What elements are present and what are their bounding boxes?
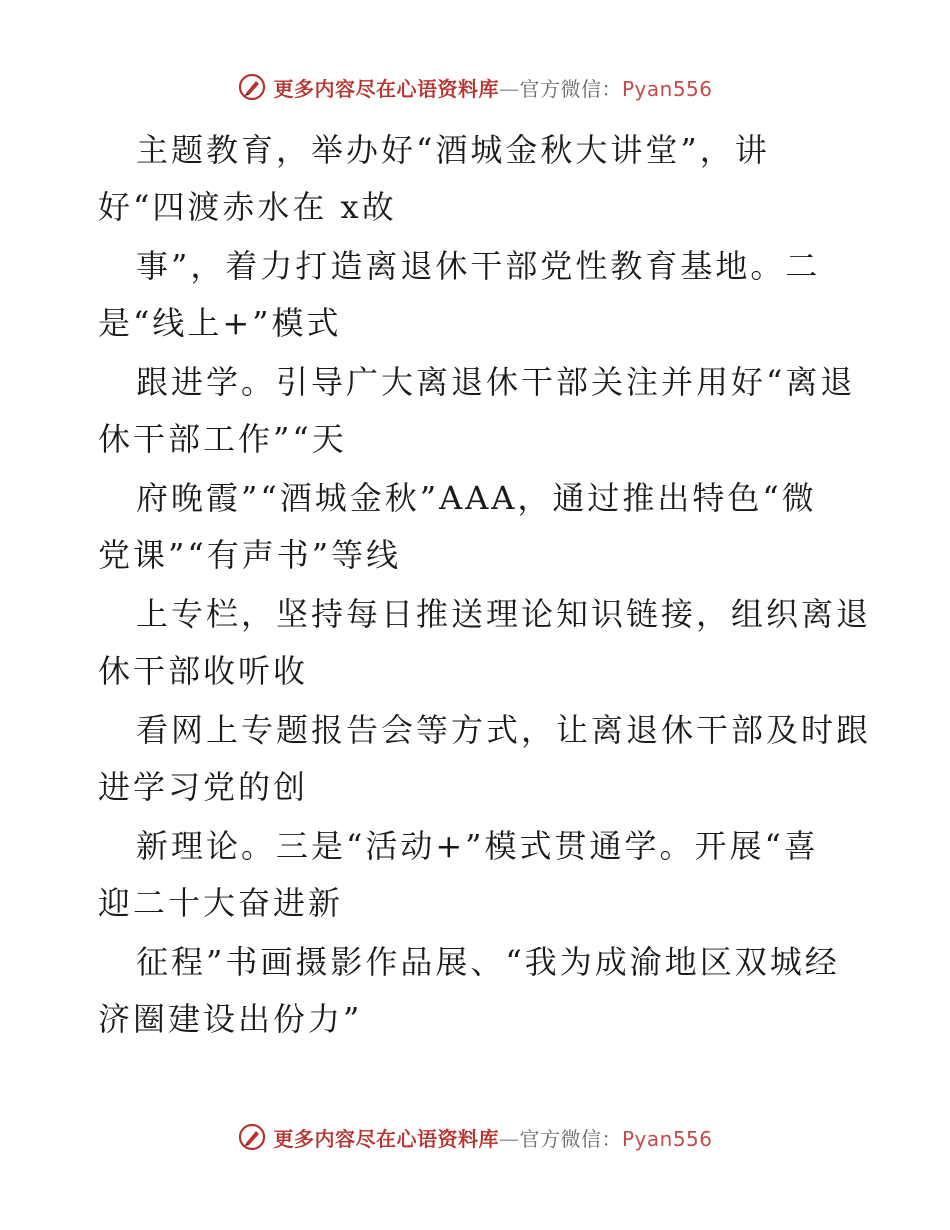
text-line-16: 济圈建设出份力” bbox=[98, 1000, 363, 1038]
text-line-15: 征程”书画摄影作品展、“我为成渝地区双城经 bbox=[136, 943, 840, 981]
watermark-wechat-id: Pyan556 bbox=[621, 76, 713, 101]
watermark-brand: 更多内容尽在心语资料库 bbox=[273, 1126, 499, 1151]
footer-watermark bbox=[0, 1122, 950, 1152]
text-line-1: 主题教育，举办好“酒城金秋大讲堂”，讲 bbox=[136, 131, 770, 169]
text-line-4: 是“线上+”模式 bbox=[98, 304, 342, 342]
header-watermark bbox=[0, 72, 950, 102]
text-line-7: 府晚霞”“酒城金秋”AAA，通过推出特色“微 bbox=[136, 479, 817, 517]
text-line-12: 进学习党的创 bbox=[98, 768, 309, 806]
text-line-5: 跟进学。引导广大离退休干部关注并用好“离退 bbox=[136, 363, 856, 401]
watermark-wechat-id: Pyan556 bbox=[621, 1126, 713, 1151]
text-line-11: 看网上专题报告会等方式，让离退休干部及时跟 bbox=[136, 711, 872, 749]
text-line-14: 迎二十大奋进新 bbox=[98, 884, 344, 922]
text-line-3: 事”，着力打造离退休干部党性教育基地。二 bbox=[136, 247, 821, 285]
watermark-dash: — bbox=[498, 1126, 520, 1151]
text-line-10: 休干部收听收 bbox=[98, 652, 309, 690]
text-line-6: 休干部工作”“天 bbox=[98, 420, 347, 458]
brush-logo-icon bbox=[237, 1122, 267, 1152]
text-line-8: 党课”“有声书”等线 bbox=[98, 536, 402, 574]
text-line-9: 上专栏，坚持每日推送理论知识链接，组织离退 bbox=[136, 595, 872, 633]
watermark-dash: — bbox=[498, 76, 520, 101]
watermark-wechat-label: 官方微信： bbox=[519, 1126, 622, 1151]
watermark-text bbox=[273, 1123, 712, 1152]
watermark-text bbox=[273, 73, 712, 102]
watermark-wechat-label: 官方微信： bbox=[519, 76, 622, 101]
text-line-13: 新理论。三是“活动+”模式贯通学。开展“喜 bbox=[136, 827, 819, 865]
text-line-2: 好“四渡赤水在 x故 bbox=[98, 188, 397, 226]
brush-logo-icon bbox=[237, 72, 267, 102]
watermark-brand: 更多内容尽在心语资料库 bbox=[273, 76, 499, 101]
